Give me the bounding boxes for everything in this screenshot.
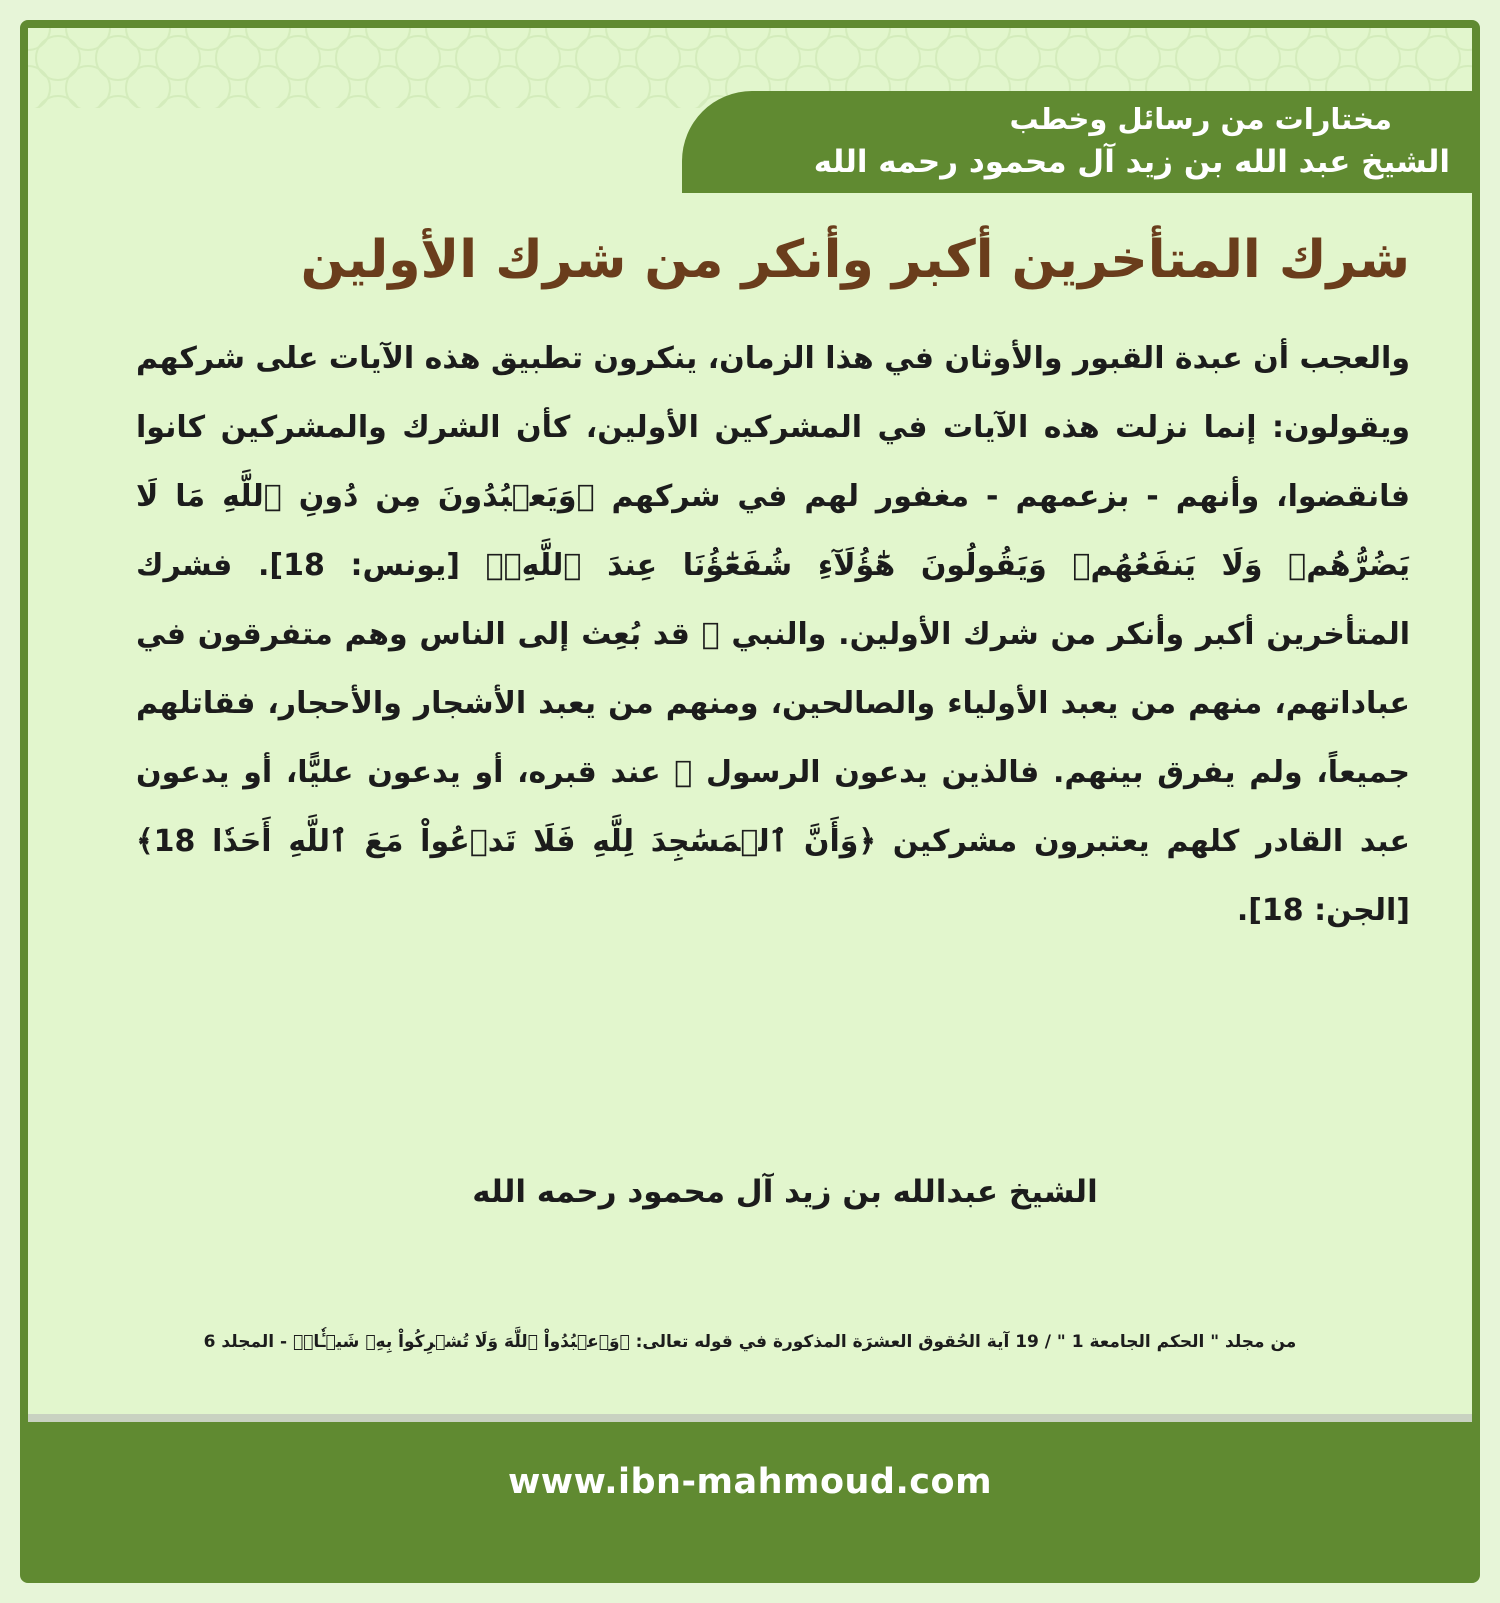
article-body: والعجب أن عبدة القبور والأوثان في هذا الزمان، ينكرون تطبيق هذه الآيات على شركهم ويقولون: إنما نزلت هذه الآيات في المشركين الأولين، كأن الشرك والمشركين كانوا فانقضوا، وأنهم - بزعمهم - مغفور لهم في شركهم ﴿وَيَعۡبُدُونَ مِن دُونِ ٱللَّهِ مَا لَا يَضُرُّهُمۡ وَلَا يَنفَعُهُمۡ وَيَقُولُونَ هَٰٓؤُلَآءِ شُفَعَٰٓؤُنَا عِندَ ٱللَّهِۚ﴾ [يونس: 18]. فشرك المتأخرين أكبر وأنكر من شرك الأولين. والنبي ﷺ قد بُعِث إلى الناس وهم متفرقون في عباداتهم، منهم من يعبد الأولياء والصالحين، ومنهم من يعبد الأشجار والأحجار، فقاتلهم جميعاً، ولم يفرق بينهم. فالذين يدعون الرسول ﷺ عند قبره، أو يدعون عليًّا، أو يدعون عبد القادر كلهم يعتبرون مشركين ﴿وَأَنَّ ٱلۡمَسَٰجِدَ لِلَّهِ فَلَا تَدۡعُواْ مَعَ ٱللَّهِ أَحَدٗا 18﴾ [الجن: 18].	[136, 341, 1411, 928]
footer-divider	[28, 1414, 1472, 1422]
source-reference: من مجلد " الحكم الجامعة 1 " / 19 آية الحُقوق العشرَة المذكورة في قوله تعالى: ﴿وَٱعۡبُدُواْ ٱللَّهَ وَلَا تُشۡرِكُواْ بِهِۦ شَيۡـٔٗاۖ﴾ - المجلد 6	[203, 1332, 1297, 1352]
author-name-header: الشيخ عبد الله بن زيد آل محمود رحمه الله	[813, 144, 1450, 180]
header-banner	[682, 91, 1472, 193]
footer-bar	[28, 1422, 1472, 1575]
series-title: مختارات من رسائل وخطب	[1009, 102, 1392, 136]
content-card	[20, 20, 1480, 1583]
website-link[interactable]: www.ibn-mahmoud.com	[507, 1462, 993, 1502]
author-signature: الشيخ عبدالله بن زيد آل محمود رحمه الله	[472, 1174, 1098, 1210]
page-title: شرك المتأخرين أكبر وأنكر من شرك الأولين	[300, 230, 1410, 290]
